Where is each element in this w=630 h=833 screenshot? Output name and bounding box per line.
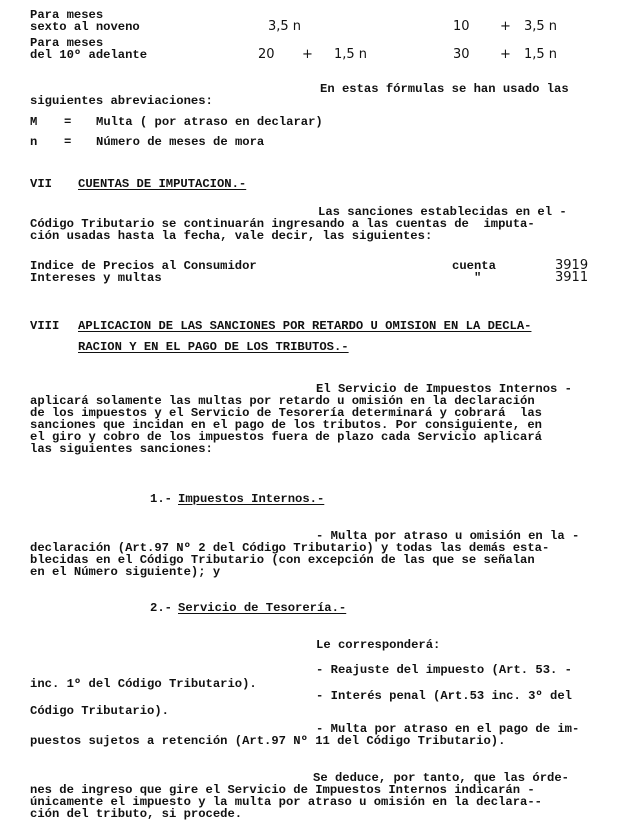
- paragraph-line: Le corresponderá:: [316, 638, 441, 652]
- paragraph-line: en el Número siguiente); y: [30, 565, 221, 579]
- formula-operator: +: [500, 19, 511, 34]
- section-title: RACION Y EN EL PAGO DE LOS TRIBUTOS.-: [78, 340, 349, 354]
- section-numeral: VII: [30, 177, 52, 191]
- formula-value: 3,5 n: [524, 19, 558, 34]
- formula-value: 1,5 n: [334, 47, 368, 62]
- list-item: inc. 1º del Código Tributario).: [30, 677, 257, 691]
- paragraph-line: ción usadas hasta la fecha, vale decir, las siguientes:: [30, 229, 433, 243]
- formula-value: 10: [453, 19, 470, 34]
- paragraph-line: aplicará solamente las multas por retardo u omisión en la declaración: [30, 394, 535, 408]
- paragraph-line: Las sanciones establecidas en el -: [318, 205, 567, 219]
- list-item: - Interés penal (Art.53 inc. 3º del: [316, 689, 572, 703]
- account-label: ": [474, 271, 482, 285]
- paragraph-line: blecidas en el Código Tributario (con excepción de las que se señalan: [30, 553, 535, 567]
- section-title: APLICACION DE LAS SANCIONES POR RETARDO U OMISION EN LA DECLA-: [78, 319, 532, 333]
- paragraph-line: Se deduce, por tanto, que las órde-: [313, 771, 569, 785]
- subsection-number: 1.-: [150, 492, 172, 506]
- paragraph-line: Código Tributario se continuarán ingresando a las cuentas de imputa-: [30, 217, 535, 231]
- paragraph-line: declaración (Art.97 Nº 2 del Código Tributario) y todas las demás esta-: [30, 541, 550, 555]
- abbrev-equals: =: [64, 135, 72, 149]
- paragraph-line: nes de ingreso que gire el Servicio de Impuestos Internos indicarán -: [30, 783, 535, 797]
- section-numeral: VIII: [30, 319, 60, 333]
- formula-value: 1,5 n: [524, 47, 558, 62]
- account-number: 3919: [555, 258, 589, 273]
- subsection-number: 2.-: [150, 601, 172, 615]
- list-item: - Multa por atraso en el pago de im-: [316, 722, 580, 736]
- abbrev-symbol: M: [30, 115, 38, 129]
- account-number: 3911: [555, 270, 589, 285]
- list-item: Código Tributario).: [30, 704, 169, 718]
- paragraph-line: En estas fórmulas se han usado las: [320, 82, 569, 96]
- paragraph-line: el giro y cobro de los impuestos fuera de plazo cada Servicio aplicará: [30, 430, 542, 444]
- subsection-title: Impuestos Internos.-: [178, 492, 325, 506]
- subsection-title: Servicio de Tesorería.-: [178, 601, 347, 615]
- formula-value: 3,5 n: [268, 19, 302, 34]
- paragraph-line: - Multa por atraso u omisión en la -: [316, 529, 580, 543]
- row-label: Para meses: [30, 8, 104, 22]
- row-label: del 10º adelante: [30, 48, 148, 62]
- paragraph-line: únicamente el impuesto y la multa por atraso u omisión en la declara--: [30, 795, 542, 809]
- list-item: - Reajuste del impuesto (Art. 53. -: [316, 663, 572, 677]
- paragraph-line: sanciones que incidan en el pago de los tributos. Por consiguiente, en: [30, 418, 542, 432]
- formula-operator: +: [500, 47, 511, 62]
- abbrev-meaning: Multa ( por atraso en declarar): [96, 115, 323, 129]
- abbrev-meaning: Número de meses de mora: [96, 135, 265, 149]
- abbrev-equals: =: [64, 115, 72, 129]
- section-title: CUENTAS DE IMPUTACION.-: [78, 177, 247, 191]
- formula-operator: +: [302, 47, 313, 62]
- abbrev-symbol: n: [30, 135, 38, 149]
- account-name: Intereses y multas: [30, 271, 162, 285]
- paragraph-line: siguientes abreviaciones:: [30, 94, 213, 108]
- row-label: sexto al noveno: [30, 20, 140, 34]
- paragraph-line: de los impuestos y el Servicio de Tesorería determinará y cobrará las: [30, 406, 542, 420]
- list-item: puestos sujetos a retención (Art.97 Nº 11 del Código Tributario).: [30, 734, 506, 748]
- paragraph-line: El Servicio de Impuestos Internos -: [316, 382, 572, 396]
- formula-value: 20: [258, 47, 275, 62]
- row-label: Para meses: [30, 36, 104, 50]
- paragraph-line: ción del tributo, si procede.: [30, 807, 243, 821]
- account-name: Indice de Precios al Consumidor: [30, 259, 257, 273]
- formula-value: 30: [453, 47, 470, 62]
- paragraph-line: las siguientes sanciones:: [30, 442, 213, 456]
- account-label: cuenta: [452, 259, 496, 273]
